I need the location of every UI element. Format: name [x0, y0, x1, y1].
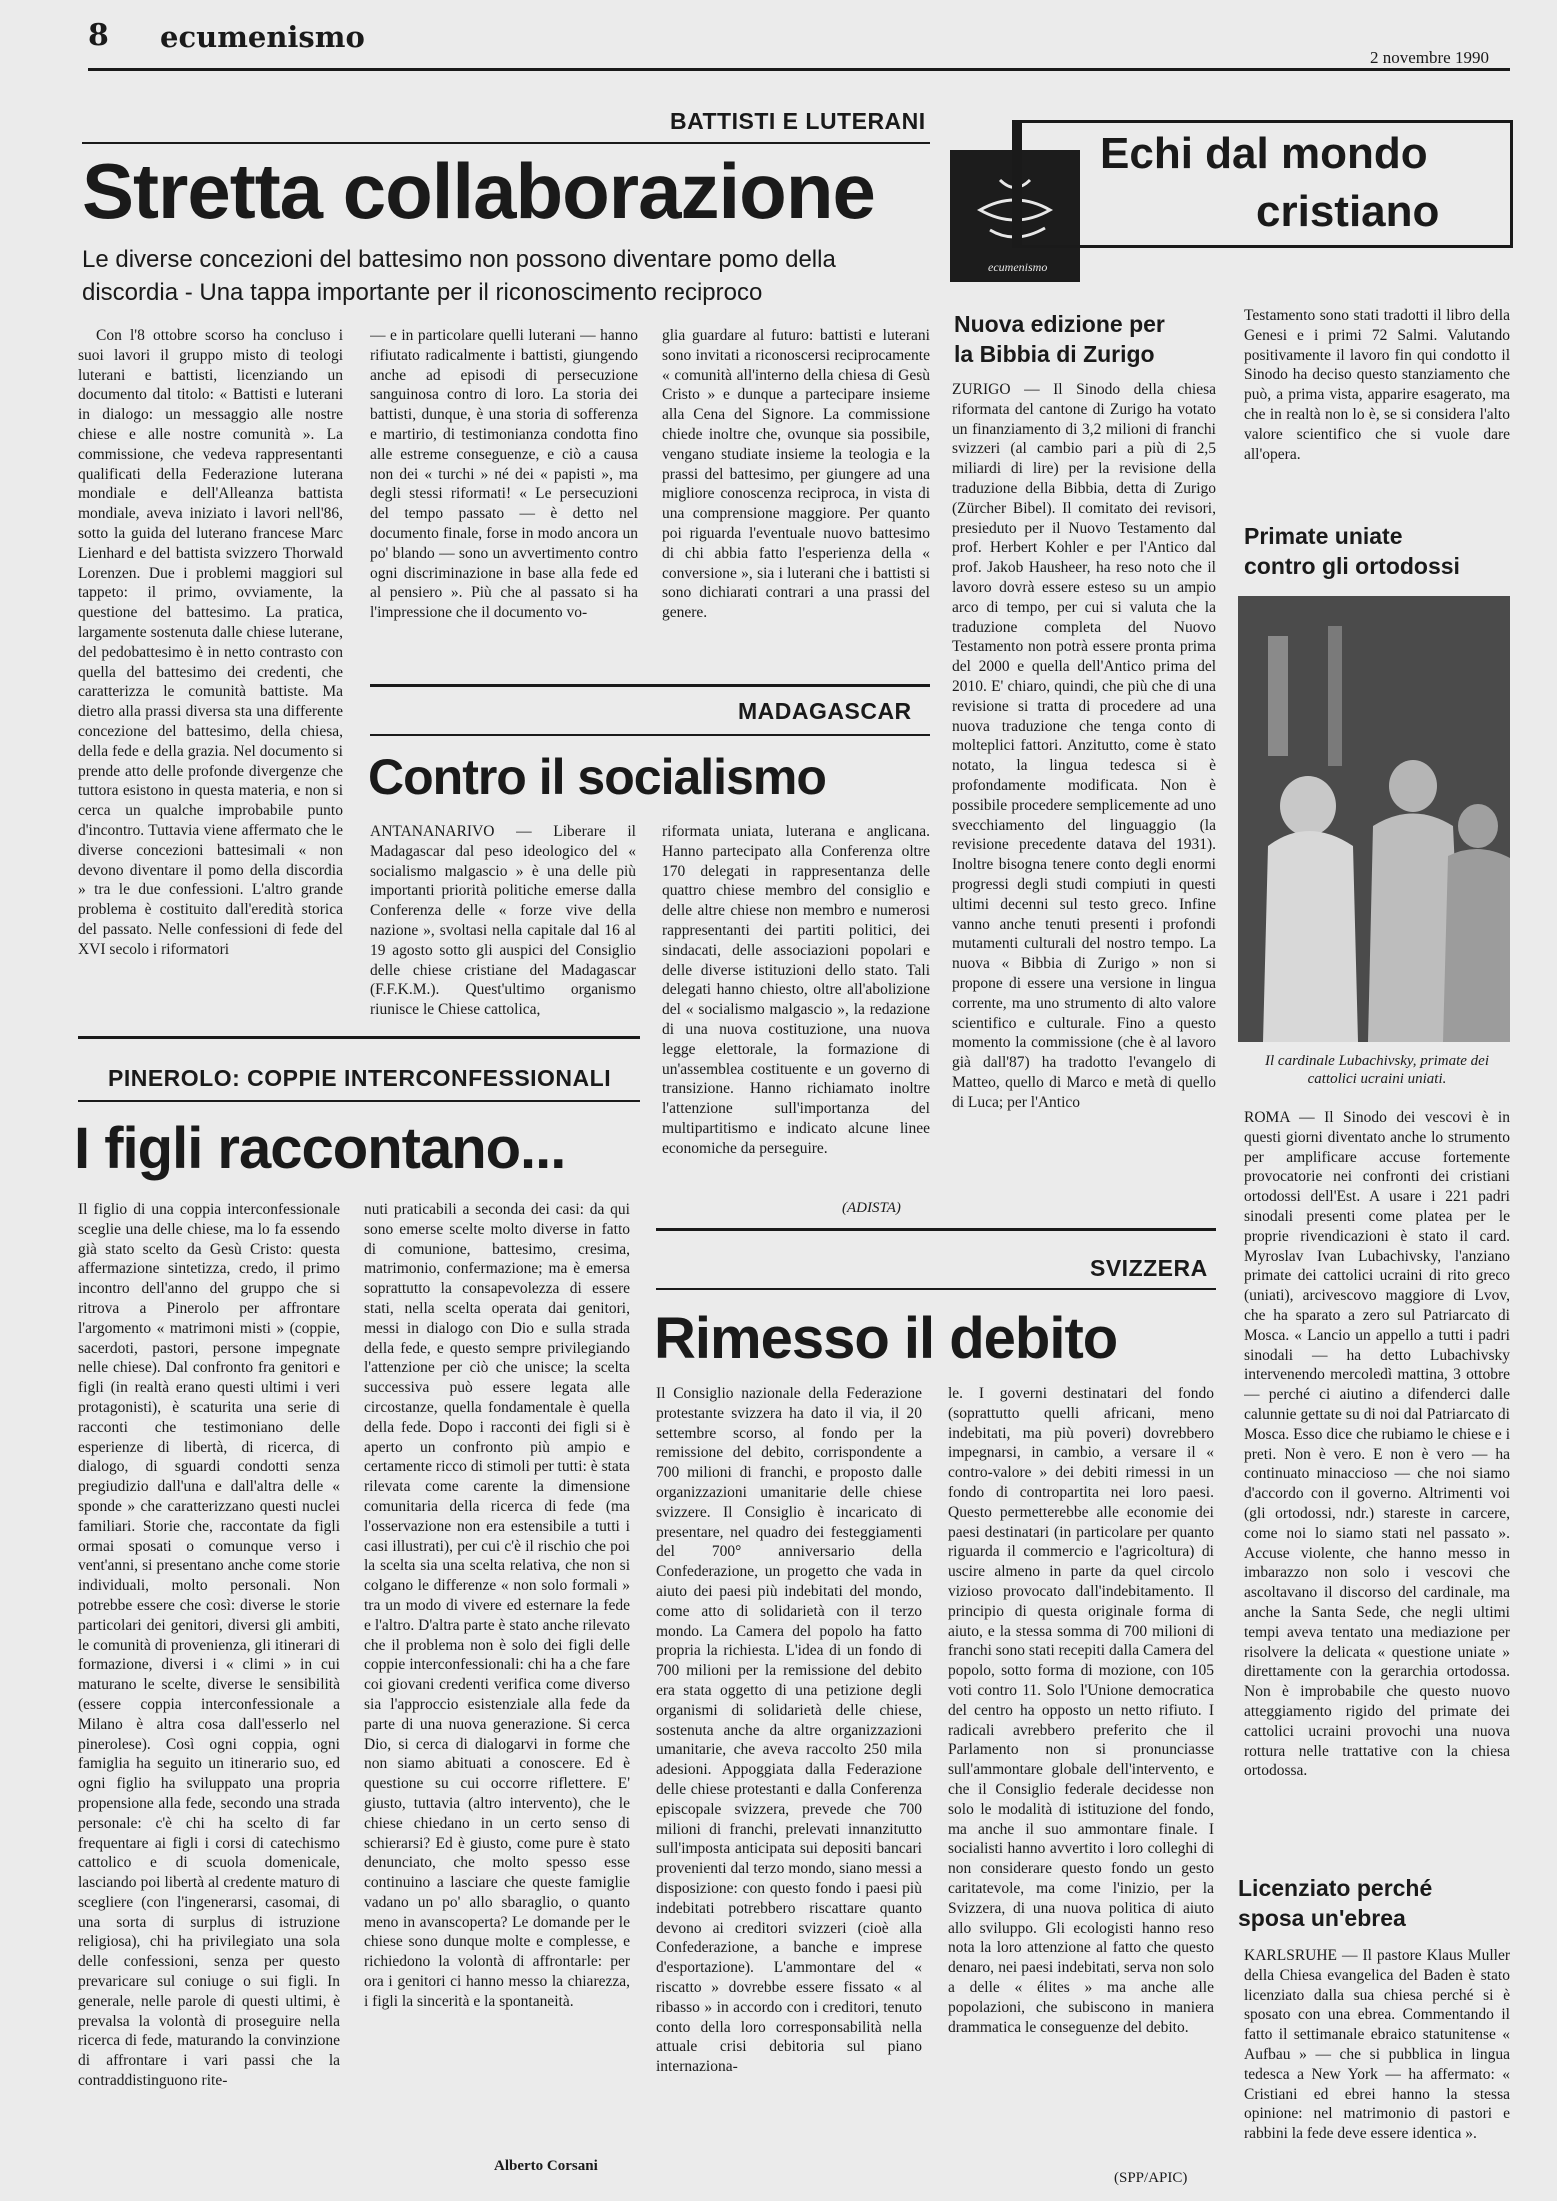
article-text-svizzera-col2: le. I governi destinatari del fondo (soprattutto quelli africani, meno indebitati, ma più poveri) dovrebbero impegnarsi, in cambio, a versare il « contro-valore » dei debiti rimessi in un fondo di contropartita nei loro paesi. Questo permetterebbe alle economie dei paesi destinatari (in particolare per quanto riguarda il commercio e l'agricoltura) di uscire almeno in parte da quel circolo vizioso provocato dall'indebitamento. Il principio di questa originale forma di aiuto, e la stessa somma di 700 milioni di franchi sono stati recepiti dalla Camera del popolo, sotto forma di mozione, con 105 voti contro 11. Solo l'Unione democratica del centro ha opposto un netto rifiuto. I radicali avrebbero preferito che il Parlamento non si pronunciasse sull'ammontare globale dell'intervento, e che il Consiglio federale decidesse non solo le modalità di istituzione del fondo, ma anche il suo ammontare finale. I socialisti hanno avvertito i loro colleghi di non considerare questo fondo un gesto caritatevole, ma come l'inizio, per la Svizzera, di una nuova politica di aiuto allo sviluppo. Gli ecologisti hanno reso nota la loro attenzione al fatto che questo denaro, nei paesi indebitati, serva non solo a delle « élites » ma anche alle popolazioni, che subiscono in maniera drammatica le conseguenze del debito.	[948, 1385, 1214, 2036]
article-text-bibbia-col1: ZURIGO — Il Sinodo della chiesa riformata del cantone di Zurigo ha votato un finanziamento di 3,2 milioni di franchi svizzeri (al cambio pari a più di 2,5 miliardi di lire) per la revisione della traduzione della Bibbia, detta di Zurigo (Zürcher Bibel). Il comitato dei revisori, presieduto per il Nuovo Testamento dal prof. Herbert Kohler e per l'Antico dal prof. Jakob Hausheer, ha reso noto che il lavoro dovrà essere esteso su un ampio arco di tempo, per cui si valuta che la traduzione completa del Nuovo Testamento non potrà essere pronta prima del 2000 e quella dell'Antico prima del 2010. E' chiaro, quindi, che più che di una revisione si tratta di procedere ad una nuova traduzione che tenga conto di molteplici fattori. Anzitutto, come è stato notato, la lingua tedesca si è profondamente modificata. Non è possibile procedere semplicemente ad uno svecchiamento del linguaggio (la revisione precedente datava del 1931). Inoltre bisogna tenere conto degli enormi progressi degli studi compiuti in questi ultimi decenni sul testo greco. Infine vanno anche tenuti presenti i profondi mutamenti culturali del nostro tempo. La nuova « Bibbia di Zurigo » non si propone di essere una versione in lingua corrente, ma uno strumento di alto valore scientifico e culturale. Fino a questo momento la commissione (che è al lavoro già dall'87) ha tradotto l'evangelo di Matteo, quello di Marco e metà di quello di Luca; per l'Antico	[952, 381, 1216, 1111]
photo-cardinale-lubachivsky	[1238, 596, 1510, 1042]
rule	[656, 1228, 1216, 1231]
headline-stretta-collaborazione: Stretta collaborazione	[82, 147, 875, 235]
kicker-battisti-luterani: BATTISTI E LUTERANI	[670, 108, 926, 134]
rule	[78, 1100, 640, 1102]
rule	[78, 1036, 640, 1039]
article-text-pinerolo-col1: Il figlio di una coppia interconfessionale sceglie una delle chiese, ma lo fa essendo già stato scelto da Gesù Cristo: questa affermazione sintetizza, credo, il primo incontro dell'anno del gruppo che si ritrova a Pinerolo per affrontare l'argomento « matrimoni misti » (coppie, sacerdoti, pastori, persone impegnate nelle chiese). Dal confronto fra genitori e figli (in realtà erano questi ultimi i veri protagonisti), è scaturita una serie di racconti che testimoniano delle esperienze di libertà, di ricerca, di dialogo, di sguardi condotti senza pregiudizio dall'una e dall'altra delle « sponde » che caratterizzano questi nuclei familiari. Storie che, raccontate da figli ormai sposati o comunque verso i vent'anni, si presentano anche come storie individuali, molto personali. Non potrebbe essere che così: diverse le storie particolari dei genitori, diversi gli ambiti, le comunità di provenienza, gli itinerari di formazione, diversi i « climi » in cui maturano le scelte, diverse le sensibilità (essere coppia interconfessionale a Milano è altra cosa dall'esserlo nel pinerolese). Così ogni coppia, ogni famiglia ha seguito un itinerario suo, ed ogni figlio ha sviluppato una propria propensione alla fede, secondo una strada personale: c'è chi ha scelto di far frequentare ai figli i corsi di catechismo cattolico e di scuola domenicale, lasciando poi libertà al credente maturo di scegliere (con l'ingenerarsi, casomai, di una sorta di surplus di istruzione religiosa), chi ha privilegiato una sola delle confessioni, senza per questo prevaricare sul coniuge o sui figli. In generale, nelle parole di questi ultimi, è prevalsa la volontà di proseguire nella ricerca di fede, maturando la convinzione di affrontare i vari passi che la contraddistinguono rite-	[78, 1201, 340, 2090]
headline-primate-line2: contro gli ortodossi	[1244, 553, 1460, 579]
article-text-pinerolo-col2: nuti praticabili a seconda dei casi: da qui sono emerse scelte molto diverse in fatto di comunione, battesimo, cresima, matrimonio, confermazione; ma è emersa soprattutto la consapevolezza di essere stati, nella scelta operata dai genitori, messi in dialogo con Dio e sulla strada della fede, e questo sempre privilegiando l'attenzione per ciò che unisce; la scelta successiva può essere legata alle circostanze, quella fondamentale è quella della fede. Dopo i racconti dei figli si è aperto un confronto più ampio e certamente ricco di stimoli per tutti: è stata rilevata come carente la dimensione comunitaria della ricerca di fede (ma l'osservazione non era estensibile a tutti i casi illustrati), per cui c'è il rischio che poi la scelta sia una scelta relativa, che non si colgano le differenze « non solo formali » tra un modo di vivere ed esternare la fede e l'altro. D'altra parte è stato anche rilevato che il problema non è solo dei figli delle coppie interconfessionali: chi ha a che fare coi giovani credenti verifica come diverso sia l'approccio esistenziale alla fede da parte di una nuova generazione. Si cerca Dio, si cerca di dialogarvi in forme che non siamo abituati a conoscere. Ed è questione su cui occorre riflettere. E' giusto, tuttavia (altro intervento), che le chiese chiedano in un certo senso di schierarsi? Ed è giusto, come pure è stato denunciato, che molto spesso esse continuino a lasciare che queste famiglie vadano un po' allo sbaraglio, o quanto meno in avanscoperta? Le domande per le chiese sono dunque molte e complesse, e richiedono la volontà di affrontarle: per ora i genitori ci hanno messo la chiarezza, i figli la sincerità e la spontaneità.	[364, 1201, 630, 2010]
headline-bibbia-line1: Nuova edizione per	[954, 311, 1165, 337]
kicker-madagascar: MADAGASCAR	[738, 698, 912, 724]
rule	[370, 684, 930, 687]
headline-rimesso-il-debito: Rimesso il debito	[654, 1306, 1118, 1371]
article-text-primate: ROMA — Il Sinodo dei vescovi è in questi giorni diventato anche lo strumento per amplificare accuse fortemente provocatorie nei confronti dei cristiani ortodossi dell'Est. A usare i 221 padri sinodali presenti come platea per le proprie rivendicazioni è stato il card. Myroslav Ivan Lubachivsky, l'anziano primate dei cattolici ucraini di rito greco (uniati), arcivescovo maggiore di Lvov, che ha sparato a zero sul Patriarcato di Mosca. « Lancio un appello a tutti i padri sinodali — ha detto Lubachivsky intervenendo mercoledì mattina, 3 ottobre — perché ci aiutino a difenderci dalle calunnie gettate su di noi dal Patriarcato di Mosca. Esso dice che rubiamo le chiese e i preti. Non è vero. E non è vero — ha continuato minaccioso — che noi siamo d'accordo con il governo. Altrimenti voi (gli ortodossi, ndr.) stareste in carcere, come noi lo siamo stati nel passato ». Accuse violente, che hanno messo in imbarazzo non solo i vescovi che ascoltavano il discorso del cardinale, ma anche la Santa Sede, che negli ultimi tempi aveva tentato una mediazione per risolvere la delicata « questione uniate » direttamente con la gerarchia ortodossa. Non è improbabile che questo nuovo atteggiamento rigido del primate dei cattolici ucraini provochi una nuova rottura nelle trattative con la chiesa ortodossa.	[1244, 1109, 1510, 1780]
headline-contro-il-socialismo: Contro il socialismo	[368, 749, 826, 805]
kicker-pinerolo: PINEROLO: COPPIE INTERCONFESSIONALI	[108, 1065, 612, 1091]
photo-figures-icon	[1238, 596, 1510, 1042]
issue-date: 2 novembre 1990	[1370, 48, 1489, 67]
article-text-col3: glia guardare al futuro: battisti e luterani sono invitati a riconoscersi reciprocamente « comunità all'interno della chiesa di Gesù Cristo » e dunque a partecipare insieme alla Cena del Signore. La commissione chiede inoltre che, ovunque sia possibile, vengano studiate insieme la teologia e la prassi del battesimo, per giungere ad una migliore conoscenza reciproca, in vista di una comprensione maggiore. Per quanto poi riguarda l'eventuale nuovo battesimo di chi abbia fatto l'esperienza della « conversione », sia i luterani che i battisti si sono dichiarati contrari a una prassi del genere.	[662, 327, 930, 622]
headline-i-figli-raccontano: I figli raccontano...	[74, 1116, 566, 1181]
photo-caption: Il cardinale Lubachivsky, primate dei cattolici ucraini uniati.	[1265, 1053, 1489, 1087]
headline-licenziato-line1: Licenziato perché	[1238, 1875, 1433, 1901]
headline-licenziato-line2: sposa un'ebrea	[1238, 1905, 1406, 1931]
article-text-madagascar-col1: ANTANANARIVO — Liberare il Madagascar dal peso ideologico del « socialismo malgascio » è una delle più importanti priorità politiche emerse dalla Conferenza delle « forze vive della nazione », svoltasi nella capitale dal 16 al 19 agosto sotto gli auspici del Consiglio delle chiese cristiane del Madagascar (F.F.K.M.). Quest'ultimo organismo riunisce le Chiese cattolica,	[370, 823, 636, 1019]
header-rule	[88, 68, 1510, 71]
logo-text: ecumenismo	[988, 260, 1048, 274]
rule	[370, 734, 930, 736]
author-alberto-corsani: Alberto Corsani	[494, 2158, 598, 2174]
source-adista: (ADISTA)	[842, 1200, 901, 1216]
article-text-licenziato: KARLSRUHE — Il pastore Klaus Muller della Chiesa evangelica del Baden è stato licenziato dalla sua chiesa perché si è sposato con una ebrea. Commentando il fatto il settimanale ebraico statunitense « Aufbau » — che si pubblica in lingua tedesca a New York — ha affermato: « Cristiani ed ebrei hanno la stessa opinione: nel matrimonio di pastori e rabbini la fede deve essere identica ».	[1244, 1947, 1510, 2143]
headline-primate-line1: Primate uniate	[1244, 523, 1403, 549]
article-text-madagascar-col2: riformata uniata, luterana e anglicana. Hanno partecipato alla Conferenza oltre 170 delegati in rappresentanza delle quattro chiese membro del consiglio e delle altre chiese non membro e numerosi rappresentanti dei partiti politici, dei sindacati, delle associazioni popolari e delle diverse istituzioni dello stato. Tali delegati hanno chiesto, oltre all'abolizione del « socialismo malgascio », la redazione di una nuova costituzione, una nuova legge elettorale, la formazione di un'assemblea costituente e un governo di transizione. Hanno richiamato inoltre l'attenzione sull'importanza del multipartitismo e indicato alcune linee economiche da perseguire.	[662, 823, 930, 1157]
deck-stretta-collaborazione: Le diverse concezioni del battesimo non possono diventare pomo della discordia - Una tappa importante per il riconoscimento reciproco	[82, 246, 836, 306]
headline-bibbia-line2: la Bibbia di Zurigo	[954, 341, 1155, 367]
sidebar-title-line2: cristiano	[1256, 187, 1440, 236]
kicker-svizzera: SVIZZERA	[1090, 1255, 1208, 1281]
page-number: 8	[88, 18, 109, 53]
source-spp-apic: (SPP/APIC)	[1114, 2170, 1188, 2186]
sidebar-title-line1: Echi dal mondo	[1100, 129, 1428, 178]
section-title: ecumenismo	[160, 20, 365, 54]
article-text-bibbia-col2: Testamento sono stati tradotti il libro della Genesi e i primi 72 Salmi. Valutando positivamente il lavoro fin qui condotto il Sinodo ha deciso questo stanziamento che può, a prima vista, apparire esagerato, ma che in realtà non lo è, se si considera l'alto valore scientifico che si vuole dare all'opera.	[1244, 307, 1510, 463]
rule	[82, 142, 930, 144]
article-text-svizzera-col1: Il Consiglio nazionale della Federazione protestante svizzera ha dato il via, il 20 settembre scorso, al fondo per la remissione del debito, corrispondente a 700 milioni di franchi, e proposto dalle organizzazioni umanitarie delle chiese svizzere. Il Consiglio è incaricato di presentare, nel quadro dei festeggiamenti del 700° anniversario della Confederazione, un progetto che vada in aiuto dei paesi più indebitati del mondo, come atto di solidarietà con il terzo mondo. La Camera del popolo ha fatto propria la richiesta. L'idea di un fondo di 700 milioni per la remissione del debito era stata oggetto di una petizione degli organismi di solidarietà delle chiese, sostenuta anche da altre organizzazioni umanitarie, che aveva raccolto 250 mila adesioni. Appoggiata dalla Federazione delle chiese protestanti e dalla Conferenza episcopale svizzera, prevede che 700 milioni di franchi, prelevati innanzitutto sull'imposta anticipata sui depositi bancari provenienti dal terzo mondo, siano messi a disposizione: con questo fondo i paesi più indebitati potrebbero riscattare quanto devono ai creditori svizzeri (cioè alla Confederazione, a banche e imprese d'esportazione). L'ammontare del « riscatto » dovrebbe essere fissato « al ribasso » in accordo con i creditori, tenuto conto della loro corresponsabilità nella attuale crisi debitoria sul piano internaziona-	[656, 1385, 922, 2076]
article-text-col1: Con l'8 ottobre scorso ha concluso i suoi lavori il gruppo misto di teologi luterani e battisti, licenziando un documento dal titolo: « Battisti e luterani in dialogo: un messaggio alle nostre chiese e alle nostre comunità ». La commissione, che vedeva rappresentanti qualificati della Federazione luterana mondiale e dell'Alleanza battista mondiale, aveva iniziato i lavori nell'86, sotto la guida del luterano francese Marc Lienhard e del battista svizzero Thorwald Lorenzen. Due i problemi maggiori sul tappeto: il primo, ovviamente, la questione del battesimo. La pratica, largamente sostenuta dalle chiese luterane, del pedobattesimo è in netto contrasto con quella del battesimo dei credenti, che caratterizza le comunità battiste. Ma dietro alla prassi diversa sta una differente concezione del battesimo, della chiesa, della fede e della grazia. Nel documento si prende atto delle profonde divergenze che tuttora esistono in questa materia, e non si cerca un qualche improbabile punto d'incontro. Tuttavia viene affermato che le diverse concezioni battesimali « non devono diventare il pomo della discordia » tra le due confessioni. L'altro grande problema è costituito dall'eredità storica del passato. Nelle confessioni di fede del XVI secolo i riformatori	[78, 327, 343, 958]
article-text-col2: — e in particolare quelli luterani — hanno rifiutato radicalmente i battisti, giungendo anche ad episodi di persecuzione sanguinosa contro di loro. La storia dei battisti, dunque, è una storia di sofferenza e martirio, di testimonianza condotta fino alle estreme conseguenze, e ciò a causa non dei « turchi » né dei « papisti », ma degli stessi riformati! « Le persecuzioni del tempo passato — è detto nel documento finale, forse in modo ancora un po' blando — sono un avvertimento contro ogni discriminazione in base alla fede ed al pensiero ». Più che al passato si ha l'impressione che il documento vo-	[370, 327, 638, 622]
rule	[656, 1288, 1216, 1290]
